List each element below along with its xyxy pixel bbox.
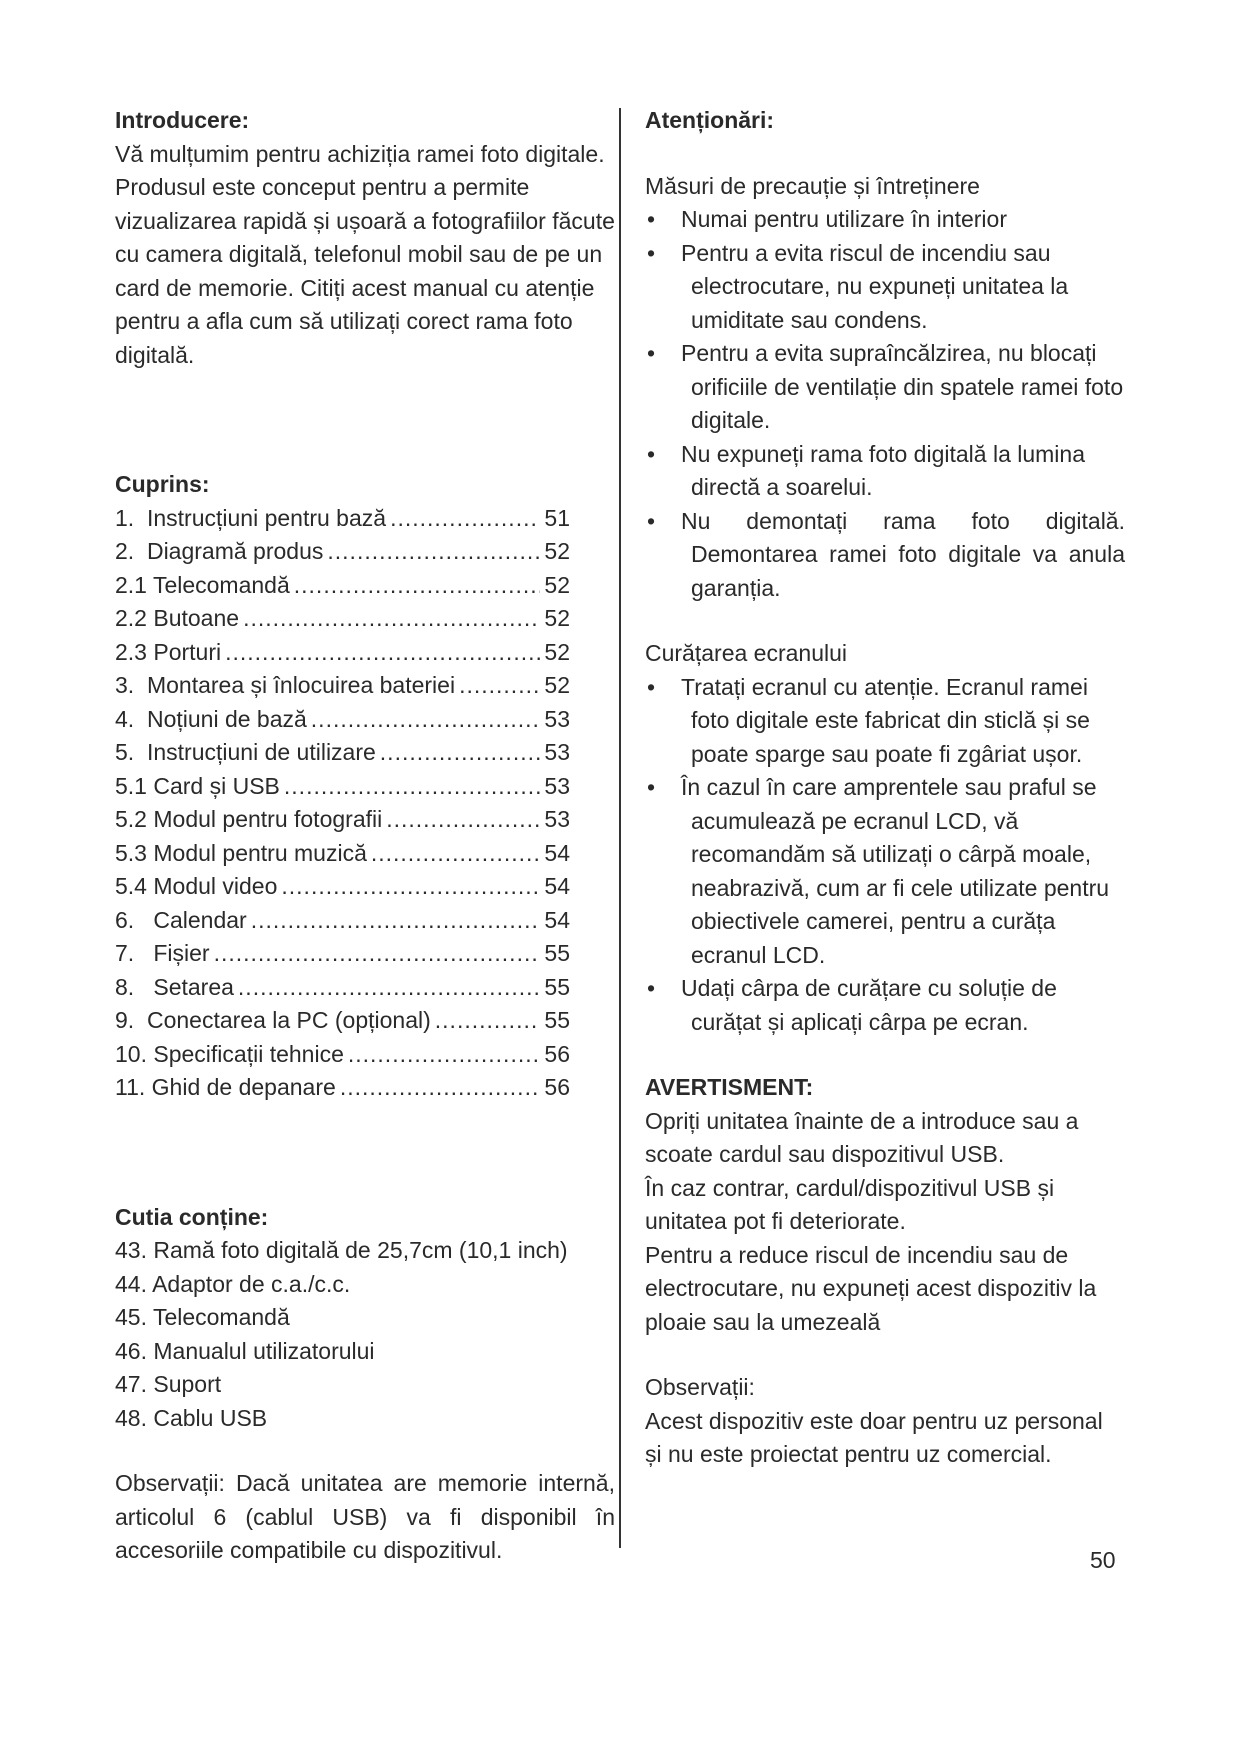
toc-leader: [251, 904, 541, 938]
toc-heading: Cuprins:: [115, 471, 210, 497]
list-item: • Pentru a evita supraîncălzirea, nu blocați orificiile de ventilație din spatele ramei foto digitale.: [645, 337, 1125, 438]
toc-leader: [214, 937, 541, 971]
toc-item-page: 55: [544, 973, 570, 1000]
toc-item-page: 55: [544, 940, 570, 966]
toc-item-label: 5.2 Modul pentru fotografii: [115, 806, 383, 832]
toc-leader: [390, 502, 540, 536]
toc-item-page: 52: [544, 672, 570, 698]
warnings-heading: Atenționări:: [645, 107, 775, 133]
box-contents-heading: Cutia conține:: [115, 1203, 269, 1230]
toc-item: [115, 703, 570, 737]
toc-item-label: 9. Conectarea la PC (opțional): [115, 1007, 431, 1033]
list-item: 45. Telecomandă: [115, 1304, 290, 1330]
toc-item-page: 53: [544, 806, 570, 832]
avertisment-line: Pentru a reduce riscul de incendiu sau de electrocutare, nu expuneți acest dispozitiv la ploaie sau la umezeală: [645, 1241, 1097, 1335]
toc-item: [115, 636, 570, 670]
observatii-text: Acest dispozitiv este doar pentru uz personal și nu este proiectat pentru uz comercial.: [645, 1407, 1103, 1467]
toc-leader: [284, 770, 541, 804]
toc-item: [115, 736, 570, 770]
toc-item: [115, 904, 570, 938]
toc-item-label: 5.1 Card și USB: [115, 772, 280, 799]
toc-item-page: 51: [544, 504, 570, 531]
precautions-list: [645, 203, 1125, 605]
toc-item: [115, 837, 570, 871]
list-item: 43. Ramă foto digitală de 25,7cm (10,1 inch): [115, 1237, 568, 1263]
toc-item-label: 2.2 Butoane: [115, 605, 240, 631]
list-item: 48. Cablu USB: [115, 1404, 268, 1431]
toc-item: [115, 535, 570, 569]
toc-item-label: 8. Setarea: [115, 973, 234, 1000]
list-item: • Pentru a evita riscul de incendiu sau electrocutare, nu expuneți unitatea la umiditate sau condens.: [645, 237, 1125, 338]
toc-item-page: 52: [544, 571, 570, 598]
right-column: [645, 104, 1125, 1472]
toc-leader: [435, 1004, 541, 1038]
list-item: • Nu demontați rama foto digitală. Demontarea ramei foto digitale va anula garanția.: [645, 505, 1125, 606]
list-item: • Udați cârpa de curățare cu soluție de curățat și aplicați cârpa pe ecran.: [645, 972, 1125, 1039]
toc-item: [115, 770, 570, 804]
toc-item-page: 55: [544, 1007, 570, 1033]
list-item: • Nu expuneți rama foto digitală la lumina directă a soarelui.: [645, 438, 1125, 505]
column-divider: [619, 108, 621, 1548]
toc-leader: [238, 971, 540, 1005]
list-item: • Tratați ecranul cu atenție. Ecranul ramei foto digitale este fabricat din sticlă și se poate sparge sau poate fi zgâriat ușor.: [645, 671, 1125, 772]
observatii-heading: Observații:: [645, 1374, 755, 1400]
toc-item-label: 2.1 Telecomandă: [115, 571, 290, 598]
table-of-contents: [115, 502, 615, 1105]
toc-item-label: 2. Diagramă produs: [115, 538, 324, 564]
bullet-icon: •: [647, 774, 656, 800]
cleaning-title: Curățarea ecranului: [645, 640, 848, 666]
toc-item-label: 2.3 Porturi: [115, 638, 222, 665]
toc-leader: [371, 837, 541, 871]
toc-item-page: 56: [544, 1074, 570, 1100]
toc-item: [115, 1004, 570, 1038]
toc-item-label: 1. Instrucțiuni pentru bază: [115, 504, 387, 531]
toc-item-label: 11. Ghid de depanare: [115, 1074, 336, 1100]
toc-item-page: 52: [544, 605, 570, 631]
bullet-icon: •: [647, 239, 656, 266]
toc-leader: [311, 703, 541, 737]
toc-leader: [348, 1038, 541, 1072]
bullet-icon: •: [647, 673, 656, 700]
precautions-title: Măsuri de precauție și întreținere: [645, 172, 980, 199]
bullet-icon: •: [647, 440, 656, 467]
avertisment-line: Opriți unitatea înainte de a introduce sau a scoate cardul sau dispozitivul USB.: [645, 1107, 1079, 1167]
bullet-icon: •: [647, 975, 656, 1001]
list-item: • În cazul în care amprentele sau praful se acumulează pe ecranul LCD, vă recomandăm să utilizați o cârpă moale, neabrazivă, cum ar fi cele utilizate pentru obiectivele camerei, pentru a curăța ecranul LCD.: [645, 771, 1125, 972]
toc-item: [115, 937, 570, 971]
toc-item-label: 3. Montarea și înlocuirea bateriei: [115, 672, 456, 698]
toc-item: [115, 502, 570, 536]
avertisment-heading: AVERTISMENT:: [645, 1074, 814, 1100]
page-number: 50: [1090, 1547, 1116, 1573]
toc-leader: [386, 803, 540, 837]
toc-item-page: 54: [544, 839, 570, 866]
list-item: 44. Adaptor de c.a./c.c.: [115, 1270, 351, 1297]
toc-item: [115, 669, 570, 703]
toc-item-page: 56: [544, 1040, 570, 1067]
intro-heading: Introducere:: [115, 107, 250, 133]
toc-item: [115, 1071, 570, 1105]
toc-leader: [281, 870, 540, 904]
toc-item: [115, 870, 570, 904]
bullet-icon: •: [647, 340, 656, 366]
toc-item-page: 52: [544, 638, 570, 665]
toc-leader: [459, 669, 540, 703]
toc-leader: [225, 636, 540, 670]
bullet-icon: •: [647, 206, 656, 232]
toc-item-label: 4. Noțiuni de bază: [115, 705, 307, 732]
toc-leader: [243, 602, 540, 636]
toc-item: [115, 602, 570, 636]
toc-item-label: 5.4 Modul video: [115, 873, 278, 899]
cleaning-list: [645, 671, 1125, 1040]
list-item: 47. Suport: [115, 1371, 222, 1397]
intro-text: Vă mulțumim pentru achiziția ramei foto digitale. Produsul este conceput pentru a permite vizualizarea rapidă și ușoară a fotografiilor făcute cu camera digitală, telefonul mobil sau de pe un card de memorie. Citiți acest manual cu atenție pentru a afla cum să utilizați corect rama foto digitală.: [115, 140, 615, 368]
toc-item-label: 10. Specificații tehnice: [115, 1040, 344, 1067]
toc-item: [115, 803, 570, 837]
bullet-icon: •: [647, 507, 656, 534]
toc-leader: [294, 569, 541, 603]
toc-item: [115, 1038, 570, 1072]
toc-item: [115, 971, 570, 1005]
box-contents-list: [115, 1234, 615, 1435]
toc-item-page: 53: [544, 705, 570, 732]
left-column: [115, 104, 615, 1568]
list-item: 46. Manualul utilizatorului: [115, 1337, 375, 1364]
toc-item-page: 54: [544, 873, 570, 899]
toc-item-page: 53: [544, 739, 570, 765]
toc-item: [115, 569, 570, 603]
toc-item-page: 53: [544, 772, 570, 799]
toc-item-label: 6. Calendar: [115, 906, 247, 933]
list-item: • Numai pentru utilizare în interior: [645, 203, 1125, 237]
box-contents-note: Observații: Dacă unitatea are memorie internă, articolul 6 (cablul USB) va fi disponibil în accesoriile compatibile cu dispozitivul.: [115, 1470, 615, 1563]
toc-item-label: 7. Fișier: [115, 940, 210, 966]
toc-item-label: 5.3 Modul pentru muzică: [115, 839, 367, 866]
avertisment-line: În caz contrar, cardul/dispozitivul USB și unitatea pot fi deteriorate.: [645, 1174, 1055, 1234]
toc-leader: [380, 736, 541, 770]
toc-leader: [340, 1071, 541, 1105]
toc-item-page: 54: [544, 906, 570, 933]
toc-item-label: 5. Instrucțiuni de utilizare: [115, 739, 376, 765]
toc-item-page: 52: [544, 538, 570, 564]
toc-leader: [327, 535, 540, 569]
